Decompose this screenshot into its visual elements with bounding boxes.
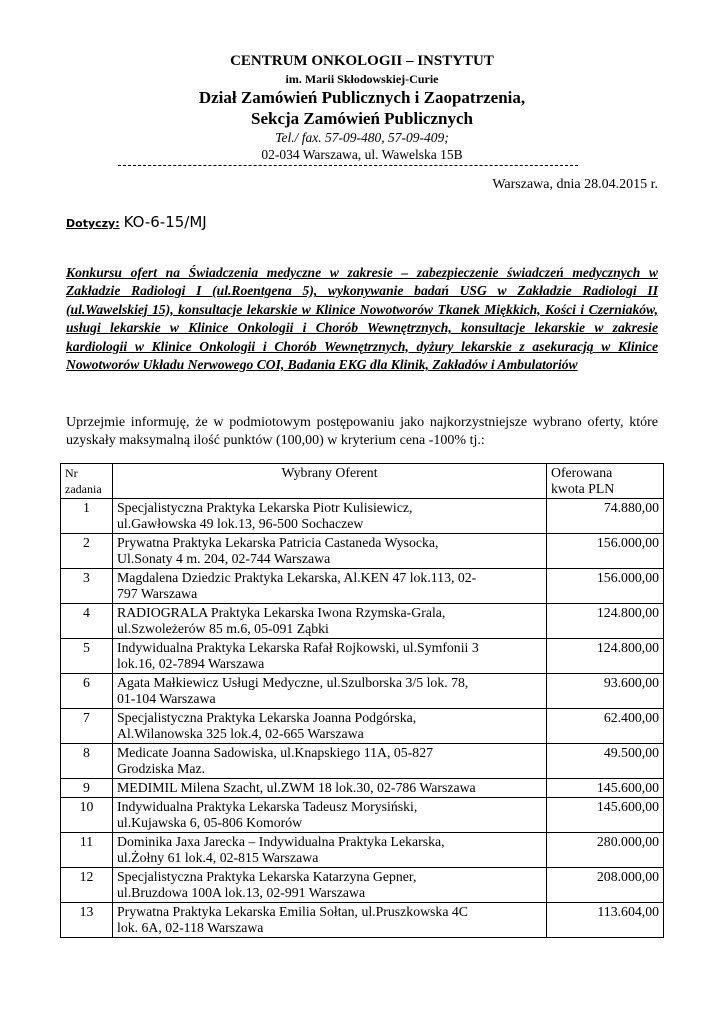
department-name: Dział Zamówień Publicznych i Zaopatrzenia, (198, 88, 526, 107)
offeror-cell (113, 604, 547, 639)
offeror-address: 797 Warszawa (117, 586, 198, 601)
table-row (61, 534, 664, 569)
table-row (61, 744, 664, 779)
institution-name: CENTRUM ONKOLOGII – INSTYTUT (230, 53, 494, 69)
offeror-address: 01-104 Warszawa (117, 691, 216, 706)
institution-patron: im. Marii Skłodowskiej-Curie (285, 72, 439, 86)
offered-amount: 49.500,00 (547, 744, 664, 779)
offeror-name: Dominika Jaxa Jarecka – Indywidualna Praktyka Lekarska, (117, 834, 445, 849)
header-amount (547, 464, 664, 499)
offeror-address: ul.Bruzdowa 100A lok.13, 02-991 Warszawa (117, 885, 366, 900)
offeror-name: Prywatna Praktyka Lekarska Patricia Castaneda Wysocka, (117, 535, 439, 550)
task-number: 12 (61, 868, 113, 903)
offeror-cell (113, 868, 547, 903)
table-row (61, 798, 664, 833)
section-name: Sekcja Zamówień Publicznych (251, 109, 473, 128)
offeror-name: Indywidualna Praktyka Lekarska Tadeusz Morysiński, (117, 799, 418, 814)
offeror-address: Grodziska Maz. (117, 761, 206, 776)
offeror-cell (113, 779, 547, 798)
letterhead (60, 52, 664, 163)
offeror-address: Al.Wilanowska 325 lok.4, 02-665 Warszawa (117, 726, 364, 741)
task-number: 10 (61, 798, 113, 833)
table-row (61, 833, 664, 868)
offered-amount: 145.600,00 (547, 779, 664, 798)
table-row (61, 499, 664, 534)
offeror-name: Prywatna Praktyka Lekarska Emilia Sołtan, ul.Pruszkowska 4C (117, 904, 468, 919)
procurement-topic: Konkursu ofert na Świadczenia medyczne w zakresie – zabezpieczenie świadczeń medycznych w Zakładzie Radiologi I (ul.Roentgena 5), wykonywanie badań USG w Zakładzie Radiologi II (ul.Wawelskiej 15), konsultacje lekarskie w Klinice Nowotworów Tkanek Miękkich, Kości i Czerniaków, usługi lekarskie w Klinice Onkologii i Chorób Wewnętrznych, konsultacje lekarskie w zakresie kardiologii w Klinice Onkologii i Chorób Wewnętrznych, dyżury lekarskie z asekuracją w Klinice Nowotworów Układu Nerwowego COI, Badania EKG dla Klinik, Zakładów i Ambulatoriów (66, 265, 658, 373)
offeror-address: ul.Szwoleżerów 85 m.6, 05-091 Ząbki (117, 621, 329, 636)
subject-label: Dotyczy: (66, 217, 120, 230)
table-row (61, 868, 664, 903)
offeror-cell (113, 744, 547, 779)
table-row (61, 903, 664, 938)
offeror-address: lok. 6A, 02-118 Warszawa (117, 920, 264, 935)
header-nr-line1: Nr (65, 466, 78, 480)
offered-amount: 156.000,00 (547, 569, 664, 604)
offeror-name: Medicate Joanna Sadowiska, ul.Knapskiego 11A, 05-827 (117, 745, 433, 760)
selected-offers-table (60, 463, 664, 938)
task-number: 4 (61, 604, 113, 639)
table-row (61, 709, 664, 744)
header-amount-line1: Oferowana (551, 465, 613, 480)
header-nr-line2: zadania (65, 482, 102, 496)
table-row (61, 674, 664, 709)
offered-amount: 93.600,00 (547, 674, 664, 709)
offeror-name: Specjalistyczna Praktyka Lekarska Joanna Podgórska, (117, 710, 417, 725)
header-amount-line2: kwota PLN (551, 481, 615, 496)
offeror-address: ul.Kujawska 6, 05-806 Komorów (117, 815, 303, 830)
offeror-name: Indywidualna Praktyka Lekarska Rafał Rojkowski, ul.Symfonii 3 (117, 640, 479, 655)
offered-amount: 156.000,00 (547, 534, 664, 569)
offeror-cell (113, 499, 547, 534)
task-number: 1 (61, 499, 113, 534)
offeror-address: Ul.Sonaty 4 m. 204, 02-744 Warszawa (117, 551, 331, 566)
offeror-name: Agata Małkiewicz Usługi Medyczne, ul.Szulborska 3/5 lok. 78, (117, 675, 469, 690)
contact-phone: Tel./ fax. 57-09-480, 57-09-409; (275, 130, 449, 145)
task-number: 3 (61, 569, 113, 604)
offeror-name: MEDIMIL Milena Szacht, ul.ZWM 18 lok.30, 02-786 Warszawa (117, 780, 476, 795)
offeror-cell (113, 639, 547, 674)
offered-amount: 124.800,00 (547, 639, 664, 674)
offeror-cell (113, 569, 547, 604)
offeror-name: RADIOGRALA Praktyka Lekarska Iwona Rzymska-Grala, (117, 605, 446, 620)
offered-amount: 62.400,00 (547, 709, 664, 744)
header-divider (118, 165, 578, 166)
offeror-address: lok.16, 02-7894 Warszawa (117, 656, 265, 671)
offeror-cell (113, 709, 547, 744)
table-row (61, 569, 664, 604)
offered-amount: 74.880,00 (547, 499, 664, 534)
header-task-number (61, 464, 113, 499)
offered-amount: 145.600,00 (547, 798, 664, 833)
task-number: 7 (61, 709, 113, 744)
offeror-address: ul.Gawłowska 49 lok.13, 96-500 Sochaczew (117, 516, 364, 531)
task-number: 2 (61, 534, 113, 569)
table-body (61, 499, 664, 938)
offeror-cell (113, 674, 547, 709)
offered-amount: 280.000,00 (547, 833, 664, 868)
table-header-row (61, 464, 664, 499)
case-reference: KO-6-15/MJ (123, 213, 207, 231)
offeror-cell (113, 534, 547, 569)
task-number: 11 (61, 833, 113, 868)
date-line: Warszawa, dnia 28.04.2015 r. (492, 177, 658, 192)
intro-paragraph: Uprzejmie informuję, że w podmiotowym postępowaniu jako najkorzystniejsze wybrano oferty, które uzyskały maksymalną ilość punktów (100,00) w kryterium cena -100% tj.: (66, 415, 658, 448)
task-number: 8 (61, 744, 113, 779)
subject-line (66, 213, 207, 232)
offeror-cell (113, 833, 547, 868)
offeror-cell (113, 903, 547, 938)
task-number: 9 (61, 779, 113, 798)
table-row (61, 604, 664, 639)
header-offeror: Wybrany Oferent (113, 464, 547, 499)
offeror-cell (113, 798, 547, 833)
offeror-name: Specjalistyczna Praktyka Lekarska Katarzyna Gepner, (117, 869, 417, 884)
offered-amount: 113.604,00 (547, 903, 664, 938)
postal-address: 02-034 Warszawa, ul. Wawelska 15B (261, 147, 463, 162)
table-row (61, 639, 664, 674)
offeror-address: ul.Żołny 61 lok.4, 02-815 Warszawa (117, 850, 319, 865)
task-number: 6 (61, 674, 113, 709)
table-row (61, 779, 664, 798)
task-number: 13 (61, 903, 113, 938)
offered-amount: 208.000,00 (547, 868, 664, 903)
task-number: 5 (61, 639, 113, 674)
offered-amount: 124.800,00 (547, 604, 664, 639)
offeror-name: Magdalena Dziedzic Praktyka Lekarska, Al.KEN 47 lok.113, 02- (117, 570, 477, 585)
offeror-name: Specjalistyczna Praktyka Lekarska Piotr Kulisiewicz, (117, 500, 413, 515)
